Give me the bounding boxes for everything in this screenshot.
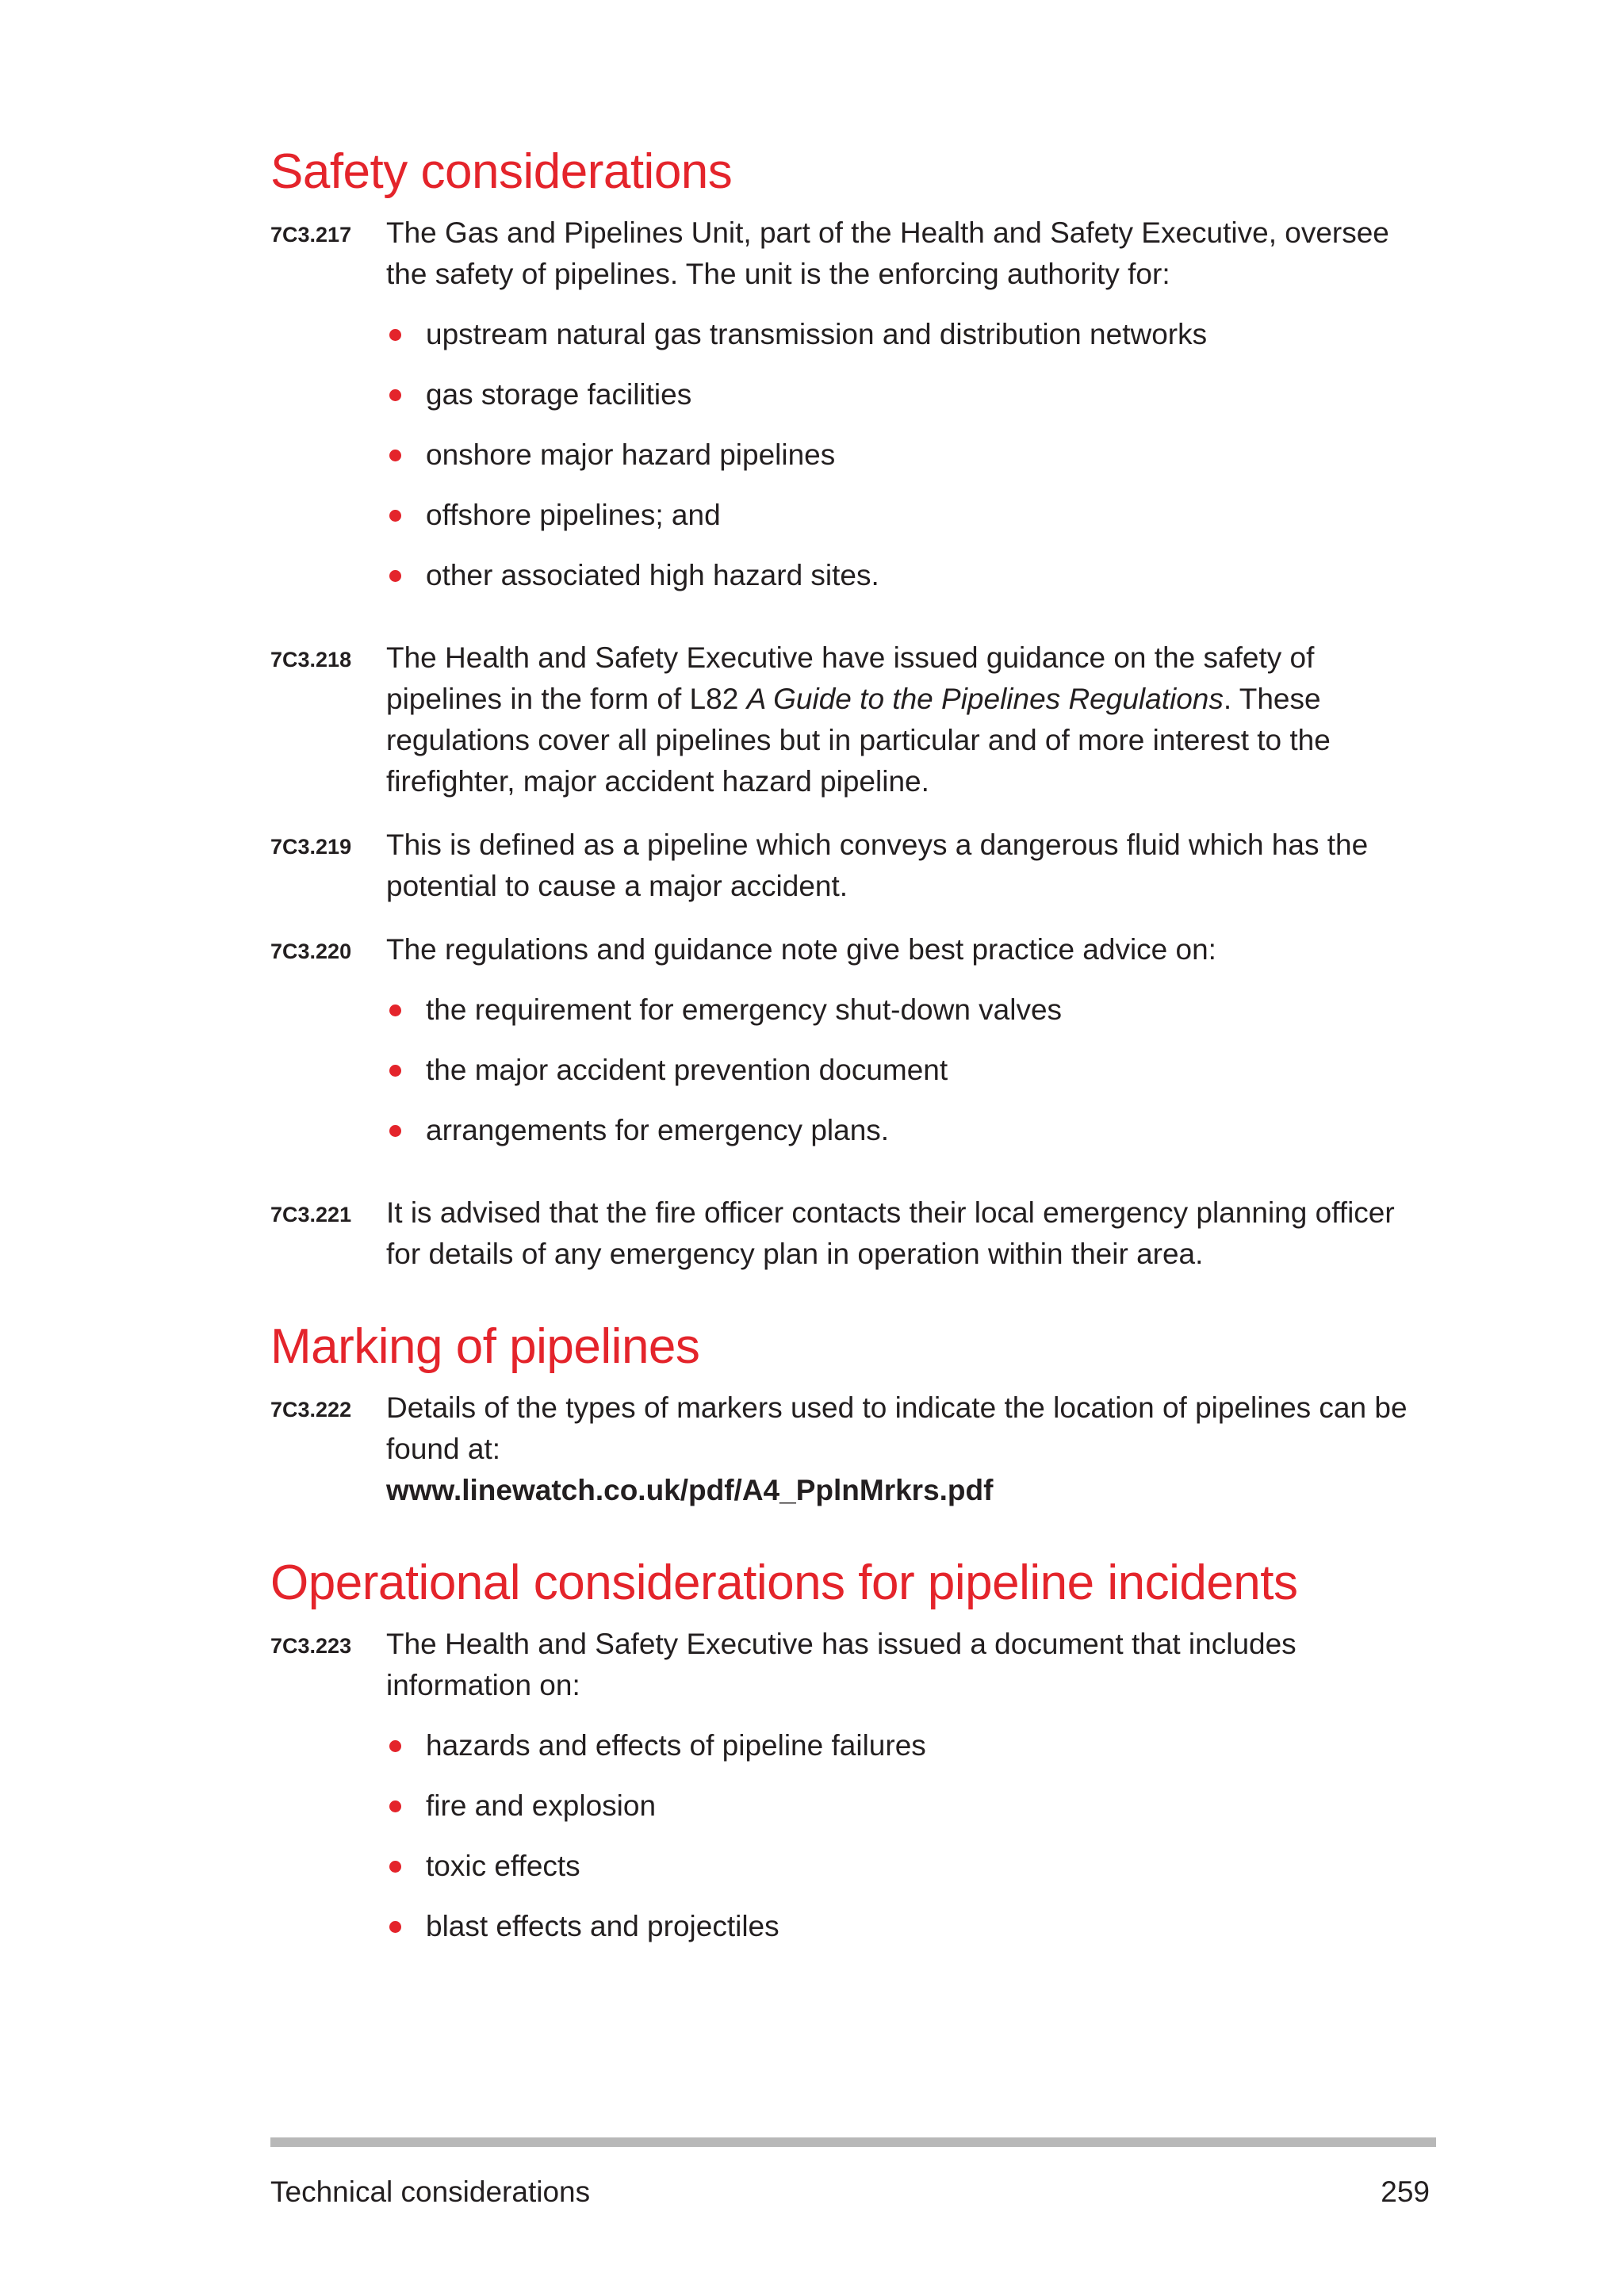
paragraph-text: The regulations and guidance note give best practice advice on: [386, 933, 1216, 966]
bullet-icon [389, 450, 401, 461]
paragraph-number: 7C3.217 [270, 223, 352, 247]
paragraph-number: 7C3.220 [270, 939, 352, 963]
page-content [270, 143, 1436, 2009]
paragraph-body [386, 1624, 1436, 1966]
paragraph-number: 7C3.219 [270, 835, 352, 859]
paragraph-body [386, 1192, 1436, 1275]
bullet-list [386, 1725, 1436, 1947]
list-item: the major accident prevention document [386, 1050, 1436, 1091]
list-item: arrangements for emergency plans. [386, 1110, 1436, 1151]
paragraph-number: 7C3.221 [270, 1203, 352, 1226]
paragraph-number: 7C3.223 [270, 1634, 352, 1658]
paragraph-body [386, 825, 1436, 907]
list-item: the requirement for emergency shut-down valves [386, 989, 1436, 1031]
list-item: other associated high hazard sites. [386, 555, 1436, 596]
list-item: offshore pipelines; and [386, 495, 1436, 536]
bullet-icon [389, 389, 401, 401]
bullet-icon [389, 1921, 401, 1933]
paragraph-text: Details of the types of markers used to indicate the location of pipelines can be found at: [386, 1391, 1408, 1465]
section-heading: Marking of pipelines [270, 1319, 700, 1374]
paragraph-7c3-217 [270, 212, 1436, 615]
list-item: blast effects and projectiles [386, 1906, 1436, 1947]
list-item: hazards and effects of pipeline failures [386, 1725, 1436, 1766]
paragraph-text: This is defined as a pipeline which conveys a dangerous fluid which has the potential to cause a major accident. [386, 828, 1369, 902]
paragraph-body [386, 929, 1436, 1170]
bullet-icon [389, 1065, 401, 1077]
bullet-list [386, 314, 1436, 596]
bullet-icon [389, 510, 401, 522]
bullet-icon [389, 1861, 401, 1873]
paragraph-text: The Health and Safety Executive have issued guidance on the safety of pipelines in the form of L82 A Guide to the Pipelines Regulations. These regulations cover all pipelines but in particular and of more interest to the firefighter, major accident hazard pipeline. [386, 641, 1331, 798]
paragraph-7c3-222 [270, 1387, 1436, 1511]
list-item: onshore major hazard pipelines [386, 434, 1436, 476]
list-item: upstream natural gas transmission and distribution networks [386, 314, 1436, 355]
section-heading: Safety considerations [270, 144, 733, 199]
paragraph-7c3-221 [270, 1192, 1436, 1275]
bullet-icon [389, 570, 401, 582]
paragraph-7c3-223 [270, 1624, 1436, 1966]
footer-chapter-title: Technical considerations [270, 2175, 591, 2208]
footer-divider [270, 2137, 1436, 2147]
paragraph-text: It is advised that the fire officer contacts their local emergency planning officer for details of any emergency plan in operation within their area. [386, 1196, 1395, 1270]
list-item: fire and explosion [386, 1785, 1436, 1827]
paragraph-text: The Gas and Pipelines Unit, part of the Health and Safety Executive, oversee the safety of pipelines. The unit is the enforcing authority for: [386, 216, 1389, 290]
page-footer [270, 2172, 1430, 2212]
paragraph-7c3-220 [270, 929, 1436, 1170]
bullet-list [386, 989, 1436, 1151]
document-title: A Guide to the Pipelines Regulations [746, 683, 1224, 715]
pipeline-markers-link[interactable]: www.linewatch.co.uk/pdf/A4_PplnMrkrs.pdf [386, 1474, 994, 1506]
bullet-icon [389, 1125, 401, 1137]
paragraph-text: The Health and Safety Executive has issued a document that includes information on: [386, 1628, 1297, 1701]
list-item: toxic effects [386, 1846, 1436, 1887]
page-number: 259 [1381, 2175, 1430, 2208]
section-marking-of-pipelines [270, 1318, 1436, 1511]
paragraph-body [386, 212, 1436, 615]
bullet-icon [389, 1740, 401, 1752]
section-operational-considerations [270, 1554, 1436, 1966]
paragraph-number: 7C3.222 [270, 1398, 352, 1422]
paragraph-body [386, 1387, 1436, 1511]
bullet-icon [389, 1004, 401, 1016]
paragraph-7c3-218 [270, 637, 1436, 802]
section-heading: Operational considerations for pipeline incidents [270, 1556, 1298, 1610]
bullet-icon [389, 1800, 401, 1812]
bullet-icon [389, 329, 401, 341]
section-safety-considerations [270, 143, 1436, 1275]
paragraph-7c3-219 [270, 825, 1436, 907]
paragraph-body [386, 637, 1436, 802]
paragraph-number: 7C3.218 [270, 648, 352, 672]
list-item: gas storage facilities [386, 374, 1436, 415]
